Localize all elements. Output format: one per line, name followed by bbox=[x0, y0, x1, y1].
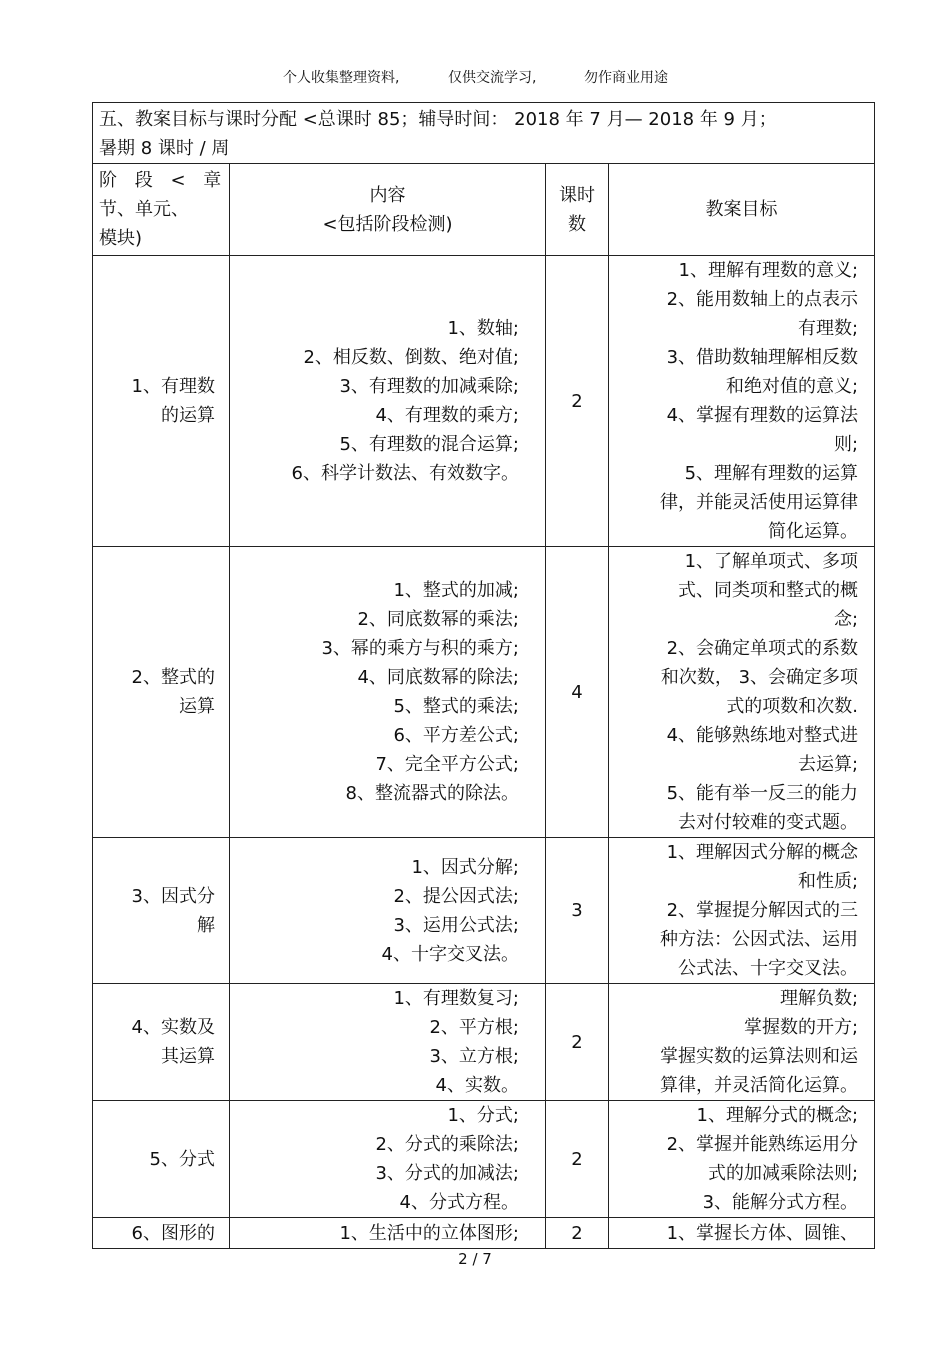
stage-line: 1、有理数 bbox=[131, 376, 215, 397]
title-row bbox=[93, 103, 875, 164]
content-line: 6、平方差公式; bbox=[393, 725, 519, 746]
table-row bbox=[93, 256, 875, 547]
content-header-line-1: 内容 bbox=[369, 184, 406, 206]
content-cell bbox=[230, 256, 546, 547]
goal-line: 简化运算。 bbox=[768, 521, 859, 542]
hours-cell: 2 bbox=[546, 1218, 609, 1249]
content-line: 3、分式的加减法; bbox=[375, 1163, 519, 1184]
goal-line: 律，并能灵活使用运算律 bbox=[660, 492, 859, 513]
content-line: 3、有理数的加减乘除; bbox=[339, 376, 519, 397]
goal-line: 公式法、十字交叉法。 bbox=[678, 958, 859, 979]
title-line-1: 五、教案目标与课时分配 <总课时 85；辅导时间： 2018 年 7 月— 2018 年 9 月； bbox=[99, 109, 777, 130]
content-line: 4、有理数的乘方; bbox=[375, 405, 519, 426]
goal-line: 念; bbox=[833, 609, 859, 630]
header-text-1: 个人收集整理资料, bbox=[283, 70, 400, 86]
stage-header-line-2: 节、单元、 bbox=[99, 199, 189, 220]
table-row bbox=[93, 984, 875, 1101]
goal-line: 理解负数; bbox=[779, 988, 859, 1009]
hours-header-line-2: 数 bbox=[568, 213, 586, 235]
goal-line: 1、了解单项式、多项 bbox=[684, 551, 859, 572]
goal-line: 式的项数和次数. bbox=[726, 696, 859, 717]
content-line: 2、分式的乘除法; bbox=[375, 1134, 519, 1155]
content-line: 5、有理数的混合运算; bbox=[339, 434, 519, 455]
hours-header-line-1: 课时 bbox=[559, 184, 595, 206]
content-cell bbox=[230, 1218, 546, 1249]
column-header-content bbox=[230, 164, 546, 256]
goal-line: 和绝对值的意义; bbox=[725, 376, 859, 397]
goal-line: 4、能够熟练地对整式进 bbox=[666, 725, 859, 746]
content-cell bbox=[230, 984, 546, 1101]
hours-cell: 3 bbox=[546, 838, 609, 984]
goal-line: 式、同类项和整式的概 bbox=[678, 580, 859, 601]
table-row bbox=[93, 547, 875, 838]
content-line: 2、同底数幂的乘法; bbox=[357, 609, 519, 630]
content-line: 1、分式; bbox=[447, 1105, 519, 1126]
content-line: 3、立方根; bbox=[429, 1046, 519, 1067]
goal-line: 1、理解因式分解的概念 bbox=[666, 842, 859, 863]
stage-cell bbox=[93, 547, 230, 838]
goals-cell bbox=[609, 1218, 875, 1249]
stage-line: 4、实数及 bbox=[131, 1017, 215, 1038]
stage-line: 5、分式 bbox=[149, 1148, 215, 1170]
content-cell bbox=[230, 838, 546, 984]
goals-header-line-1: 教案目标 bbox=[705, 199, 778, 220]
goal-line: 5、理解有理数的运算 bbox=[684, 463, 859, 484]
content-line: 1、整式的加减; bbox=[393, 580, 519, 601]
content-line: 3、幂的乘方与积的乘方; bbox=[321, 638, 519, 659]
content-line: 2、提公因式法; bbox=[393, 885, 519, 907]
lesson-plan-table bbox=[92, 102, 875, 1249]
stage-line: 6、图形的 bbox=[131, 1222, 215, 1244]
content-line: 5、整式的乘法; bbox=[393, 696, 519, 717]
content-line: 1、有理数复习; bbox=[393, 988, 519, 1009]
goal-line: 2、会确定单项式的系数 bbox=[666, 638, 859, 659]
goal-line: 则; bbox=[833, 434, 859, 455]
goal-line: 掌握实数的运算法则和运 bbox=[660, 1046, 859, 1067]
goals-cell bbox=[609, 984, 875, 1101]
column-header-goals bbox=[609, 164, 875, 256]
stage-header-line-1: 阶 段 < 章 bbox=[99, 170, 228, 191]
table-row bbox=[93, 1218, 875, 1249]
content-cell bbox=[230, 1101, 546, 1218]
goal-line: 3、借助数轴理解相反数 bbox=[666, 347, 859, 368]
goals-cell bbox=[609, 256, 875, 547]
hours-cell: 2 bbox=[546, 1101, 609, 1218]
goal-line: 4、掌握有理数的运算法 bbox=[666, 405, 859, 426]
content-line: 4、十字交叉法。 bbox=[381, 943, 519, 965]
goal-line: 2、能用数轴上的点表示 bbox=[666, 289, 859, 310]
goal-line: 3、能解分式方程。 bbox=[702, 1192, 859, 1213]
goal-line: 5、能有举一反三的能力 bbox=[666, 783, 859, 804]
hours-cell: 2 bbox=[546, 984, 609, 1101]
goal-line: 1、理解分式的概念; bbox=[696, 1105, 859, 1126]
header-text-2: 仅供交流学习, bbox=[448, 70, 537, 86]
stage-cell bbox=[93, 1218, 230, 1249]
hours-cell: 2 bbox=[546, 256, 609, 547]
stage-line: 其运算 bbox=[161, 1046, 215, 1067]
goal-line: 和次数， 3、会确定多项 bbox=[660, 667, 859, 688]
goals-cell bbox=[609, 1101, 875, 1218]
goal-line: 1、掌握长方体、圆锥、 bbox=[666, 1222, 859, 1244]
stage-cell bbox=[93, 1101, 230, 1218]
stage-header-line-3: 模块) bbox=[99, 228, 143, 249]
goal-line: 算律，并灵活简化运算。 bbox=[660, 1075, 859, 1096]
goal-line: 有理数; bbox=[797, 318, 859, 339]
column-header-stage bbox=[93, 164, 230, 256]
table-row bbox=[93, 838, 875, 984]
content-line: 4、分式方程。 bbox=[399, 1192, 519, 1213]
content-line: 1、因式分解; bbox=[411, 856, 519, 878]
goal-line: 2、掌握并能熟练运用分 bbox=[666, 1134, 859, 1155]
content-line: 4、实数。 bbox=[435, 1075, 519, 1096]
stage-cell bbox=[93, 838, 230, 984]
goals-cell bbox=[609, 838, 875, 984]
content-header-line-2: <包括阶段检测) bbox=[322, 213, 453, 235]
content-line: 2、相反数、倒数、绝对值; bbox=[303, 347, 519, 368]
goal-line: 掌握数的开方; bbox=[743, 1017, 859, 1038]
header-row bbox=[93, 164, 875, 256]
goal-line: 种方法：公因式法、运用 bbox=[660, 929, 859, 950]
header-text-3: 勿作商业用途 bbox=[584, 70, 668, 86]
goal-line: 去对付较难的变式题。 bbox=[678, 812, 859, 833]
stage-line: 运算 bbox=[179, 696, 215, 717]
goal-line: 式的加减乘除法则; bbox=[707, 1163, 859, 1184]
goal-line: 和性质; bbox=[797, 871, 859, 892]
stage-line: 3、因式分 bbox=[131, 885, 215, 907]
stage-line: 2、整式的 bbox=[131, 667, 215, 688]
content-line: 7、完全平方公式; bbox=[375, 754, 519, 775]
column-header-hours bbox=[546, 164, 609, 256]
title-line-2: 暑期 8 课时 / 周 bbox=[99, 138, 230, 159]
page-number: 2 / 7 bbox=[458, 1250, 492, 1268]
content-line: 1、生活中的立体图形; bbox=[339, 1222, 519, 1244]
content-line: 1、数轴; bbox=[447, 318, 519, 339]
table-row bbox=[93, 1101, 875, 1218]
content-line: 4、同底数幂的除法; bbox=[357, 667, 519, 688]
goals-cell bbox=[609, 547, 875, 838]
goal-line: 1、理解有理数的意义; bbox=[678, 260, 859, 281]
goal-line: 2、掌握提分解因式的三 bbox=[666, 900, 859, 921]
goal-line: 去运算; bbox=[797, 754, 859, 775]
stage-cell bbox=[93, 984, 230, 1101]
stage-line: 解 bbox=[197, 914, 215, 936]
content-line: 3、运用公式法; bbox=[393, 914, 519, 936]
content-cell bbox=[230, 547, 546, 838]
content-line: 6、科学计数法、有效数字。 bbox=[291, 463, 519, 484]
table-title bbox=[93, 103, 875, 164]
hours-cell: 4 bbox=[546, 547, 609, 838]
stage-cell bbox=[93, 256, 230, 547]
content-line: 8、整流器式的除法。 bbox=[345, 783, 519, 804]
content-line: 2、平方根; bbox=[429, 1017, 519, 1038]
stage-line: 的运算 bbox=[161, 405, 215, 426]
